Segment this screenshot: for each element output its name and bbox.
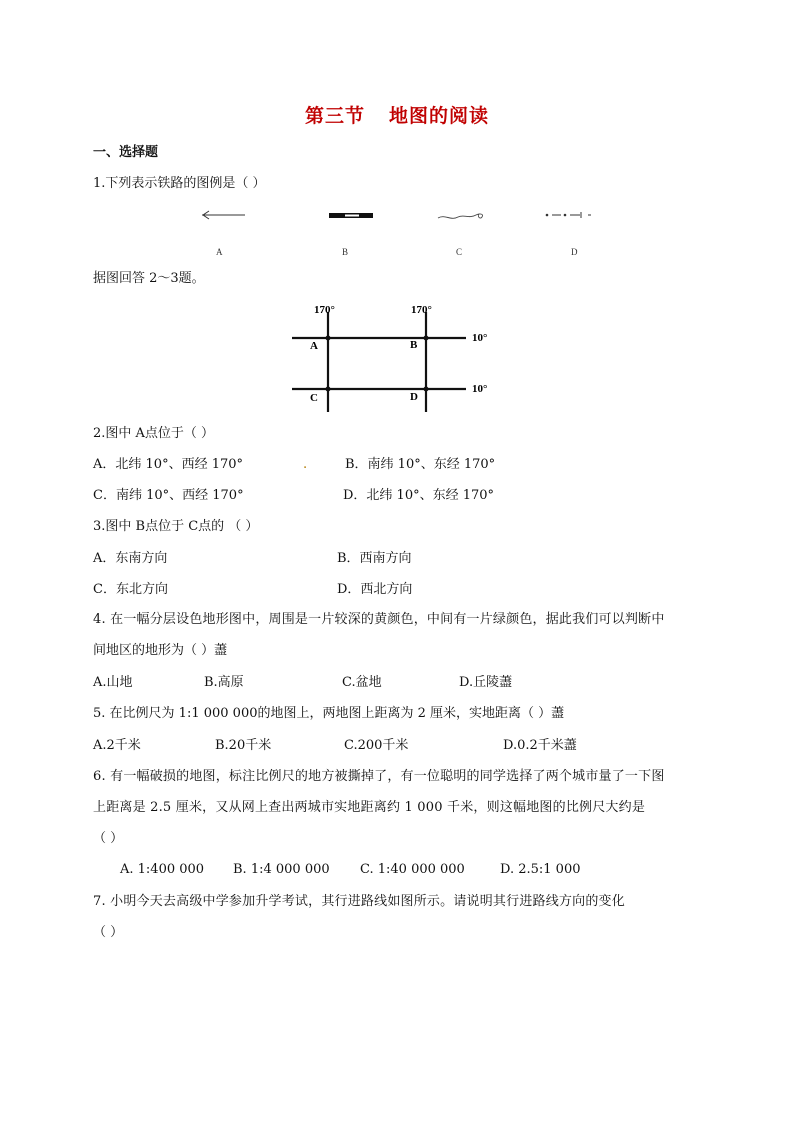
q1-legend-symbols [195, 205, 605, 229]
q4-option-c: C.盆地 [342, 675, 382, 690]
legend-symbol-d-boundary [546, 212, 591, 218]
q3-option-d: D．西北方向 [337, 582, 413, 597]
q2-stray-mark: . [303, 457, 308, 472]
q5-option-c: C.200千米 [344, 738, 409, 753]
q1-label-c: C [456, 247, 463, 257]
point-a-label: A [310, 340, 318, 352]
q6-option-b: B. 1:4 000 000 [233, 862, 330, 877]
q7-stem-line1: 7. 小明今天去高级中学参加升学考试，其行进路线如图所示。请说明其行进路线方向的变化 [93, 894, 625, 909]
q6-option-d: D. 2.5:1 000 [500, 862, 581, 877]
lat-label-2: 10° [472, 383, 488, 395]
q2-option-a: A．北纬 10°、西经 170° [93, 457, 244, 472]
q5-option-a: A.2千米 [93, 738, 141, 753]
q3-option-c: C．东北方向 [93, 582, 168, 597]
latlon-grid-diagram [280, 298, 510, 416]
q7-stem-line2: （ ） [93, 925, 124, 940]
q6-stem-line3: （ ） [93, 831, 124, 846]
diagram-intro: 据图回答 2～3题。 [93, 271, 205, 286]
point-c-marker [326, 387, 331, 392]
lon-label-1: 170° [314, 304, 335, 316]
point-d-label: D [410, 391, 418, 403]
q5-option-b: B.20千米 [215, 738, 272, 753]
legend-symbol-a [202, 211, 245, 219]
q3-stem: 3.图中 B点位于 C点的 （ ） [93, 519, 259, 534]
q2-option-c: C．南纬 10°、西经 170° [93, 488, 244, 503]
point-c-label: C [310, 392, 318, 404]
q4-option-a: A.山地 [93, 675, 133, 690]
point-d-marker [424, 387, 429, 392]
q2-option-b: B．南纬 10°、东经 170° [345, 457, 496, 472]
q6-stem-line2: 上距离是 2.5 厘米，又从网上查出两城市实地距离约 1 000 千米，则这幅地图的比例尺大约是 [93, 800, 646, 815]
q1-label-b: B [342, 247, 349, 257]
lat-label-1: 10° [472, 332, 488, 344]
point-b-marker [424, 336, 429, 341]
q6-option-a: A. 1:400 000 [120, 862, 205, 877]
q6-stem-line1: 6. 有一幅破损的地图，标注比例尺的地方被撕掉了，有一位聪明的同学选择了两个城市量了一下图 [93, 769, 665, 784]
q1-label-d: D [571, 247, 578, 257]
q4-option-d: D.丘陵藎 [459, 675, 513, 690]
page-title [0, 104, 794, 128]
q2-option-d: D．北纬 10°、东经 170° [343, 488, 495, 503]
q2-stem: 2.图中 A点位于（ ） [93, 426, 215, 441]
q3-option-a: A．东南方向 [93, 551, 168, 566]
legend-symbol-c-river [438, 214, 483, 218]
section-heading: 一、选择题 [93, 145, 159, 160]
point-a-marker [326, 336, 331, 341]
q4-stem-line2: 间地区的地形为（ ）藎 [93, 643, 228, 658]
q1-stem: 1.下列表示铁路的图例是（ ） [93, 176, 266, 191]
title-text: 地图的阅读 [389, 105, 490, 127]
q5-option-d: D.0.2千米藎 [503, 738, 577, 753]
title-section-number: 第三节 [304, 105, 365, 127]
q4-option-b: B.高原 [204, 675, 244, 690]
q3-option-b: B．西南方向 [337, 551, 412, 566]
q6-option-c: C. 1:40 000 000 [360, 862, 465, 877]
point-b-label: B [410, 339, 418, 351]
lon-label-2: 170° [411, 304, 432, 316]
q1-label-a: A [216, 247, 223, 257]
q4-stem-line1: 4. 在一幅分层设色地形图中，周围是一片较深的黄颜色，中间有一片绿颜色，据此我们可以判断中 [93, 612, 665, 627]
q5-stem: 5. 在比例尺为 1:1 000 000的地图上，两地图上距离为 2 厘米，实地距离（ ）藎 [93, 706, 565, 721]
legend-symbol-b-railway [329, 213, 373, 218]
